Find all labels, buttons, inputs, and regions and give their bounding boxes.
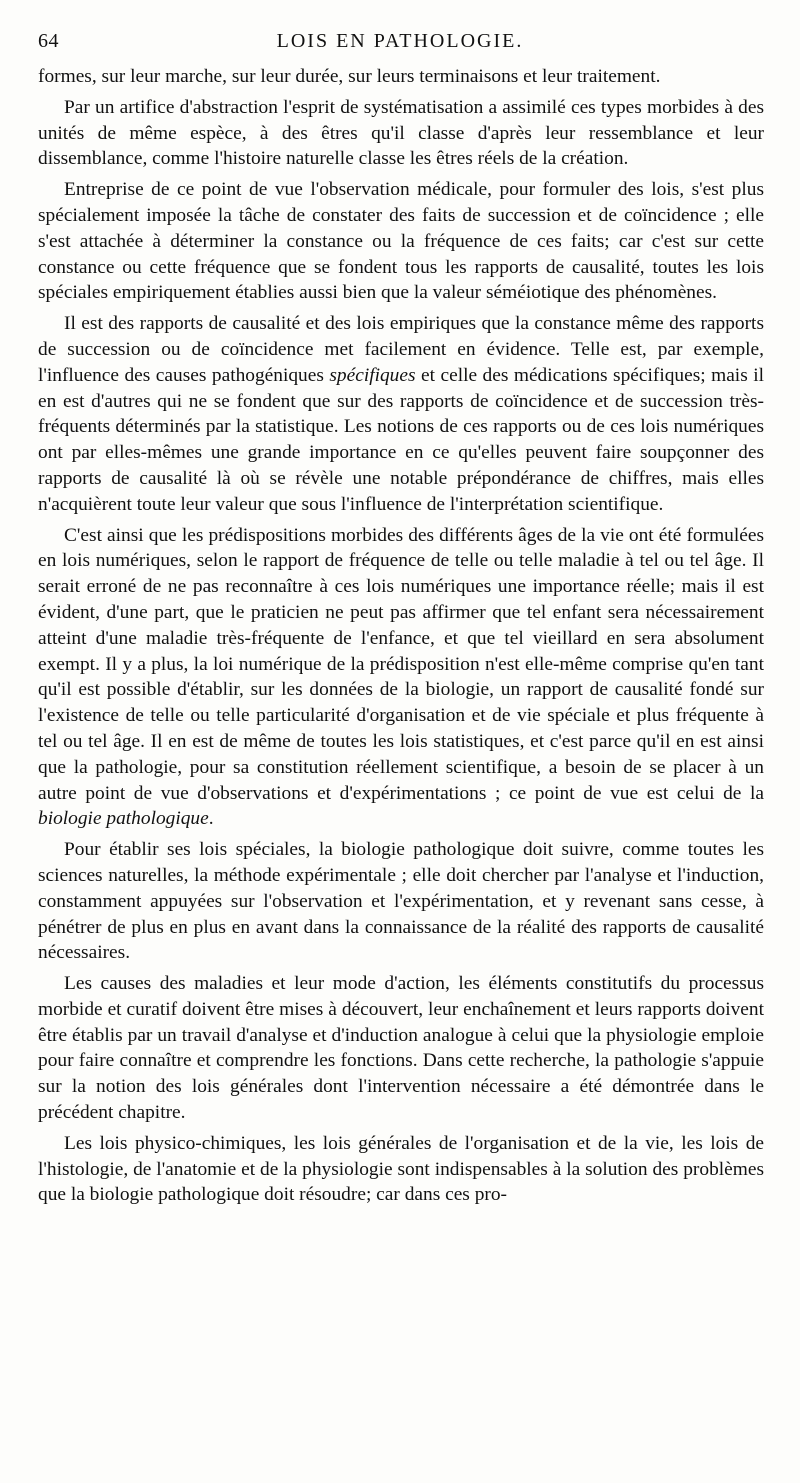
paragraph-text: Les causes des maladies et leur mode d'action, les éléments constitutifs du processus morbide et curatif doivent être mises à découvert, leur enchaînement et leurs rapports doivent être établis par un travail d'analyse et d'induction analogue à celui que la physiologie emploie pour faire connaître et comprendre les fonctions. Dans cette recherche, la pathologie s'appuie sur la notion des lois générales dont l'intervention nécessaire a été démontrée dans le précédent chapitre. [38,973,764,1124]
paragraph [38,971,764,1126]
paragraph-text: formes, sur leur marche, sur leur durée, sur leurs terminaisons et leur traitement. [38,66,661,87]
paragraph [38,523,764,833]
paragraph [38,95,764,172]
italic-term: spécifiques [329,364,416,386]
paragraph [38,311,764,517]
paragraph-text: . [208,808,214,830]
running-title: LOIS EN PATHOLOGIE. [276,30,524,52]
paragraph [38,1131,764,1208]
italic-term: biologie pathologique [38,808,209,830]
body-text [38,64,764,1213]
page-header [38,30,762,60]
paragraph-text: Entreprise de ce point de vue l'observation médicale, pour formuler des lois, s'est plus spécialement imposée la tâche de constater des faits de succession et de coïncidence ; elle s'est attachée à déterminer la constance ou la fréquence de ces faits; car c'est sur cette constance ou cette fréquence que se fondent tous les rapports de causalité, toutes les lois spéciales empiriquement établies aussi bien que la valeur séméiotique des phénomènes. [38,179,764,304]
paragraph-text: Les lois physico-chimiques, les lois générales de l'organisation et de la vie, les lois de l'histologie, de l'anatomie et de la physiologie sont indispensables à la solution des problèmes que la biologie pathologique doit résoudre; car dans ces pro- [38,1132,764,1206]
paragraph-text: et celle des médications spécifiques; mais il en est d'autres qui ne se fondent que sur des rapports de coïncidence et de succession très-fréquents déterminés par la statistique. Les notions de ces rapports ou de ces lois numériques ont par elles-mêmes une grande importance en ce qu'elles peuvent faire soupçonner des rapports de causalité là où se révèle une notable prépondérance de chiffres, mais elles n'acquièrent toute leur valeur que sous l'influence de l'interprétation scientifique. [38,364,764,515]
paragraph-text: Pour établir ses lois spéciales, la biologie pathologique doit suivre, comme toutes les sciences naturelles, la méthode expérimentale ; elle doit chercher par l'analyse et l'induction, constamment appuyées sur l'observation et l'expérimentation, et y revenant sans cesse, à pénétrer de plus en plus en avant dans la connaissance de la réalité des rapports de causalité nécessaires. [38,839,764,964]
paragraph-text: C'est ainsi que les prédispositions morbides des différents âges de la vie ont été formulées en lois numériques, selon le rapport de fréquence de telle ou telle maladie à tel ou tel âge. Il serait erroné de ne pas reconnaître à ces lois numériques une importance réelle; mais il est évident, d'une part, que le praticien ne peut pas affirmer que tel enfant sera nécessairement atteint d'une maladie très-fréquente de l'enfance, et que tel vieillard en sera absolument exempt. Il y a plus, la loi numérique de la prédisposition n'est elle-même comprise qu'en tant qu'il est possible d'établir, sur les données de la biologie, un rapport de causalité fondé sur l'existence de telle ou telle particularité d'organisation et de vie spéciale et plus fréquente à tel ou tel âge. Il en est de même de toutes les lois statistiques, et c'est parce qu'il en est ainsi que la pathologie, pour sa constitution réellement scientifique, a besoin de se placer à un autre point de vue d'observations et d'expérimentations ; ce point de vue est celui de la [38,524,764,804]
paragraph-text: Il est des rapports de causalité et des lois empiriques que la constance même des rapports de succession ou de coïncidence met facilement en évidence. Telle est, par exemple, l'influence des causes pathogéniques [38,313,764,386]
paragraph [38,64,764,90]
paragraph [38,837,764,966]
page-number: 64 [38,30,59,52]
paragraph-text: Par un artifice d'abstraction l'esprit de systématisation a assimilé ces types morbides à des unités de même espèce, à des êtres qu'il classe d'après leur ressemblance et leur dissemblance, comme l'histoire naturelle classe les êtres réels de la création. [38,96,764,170]
paragraph [38,177,764,306]
